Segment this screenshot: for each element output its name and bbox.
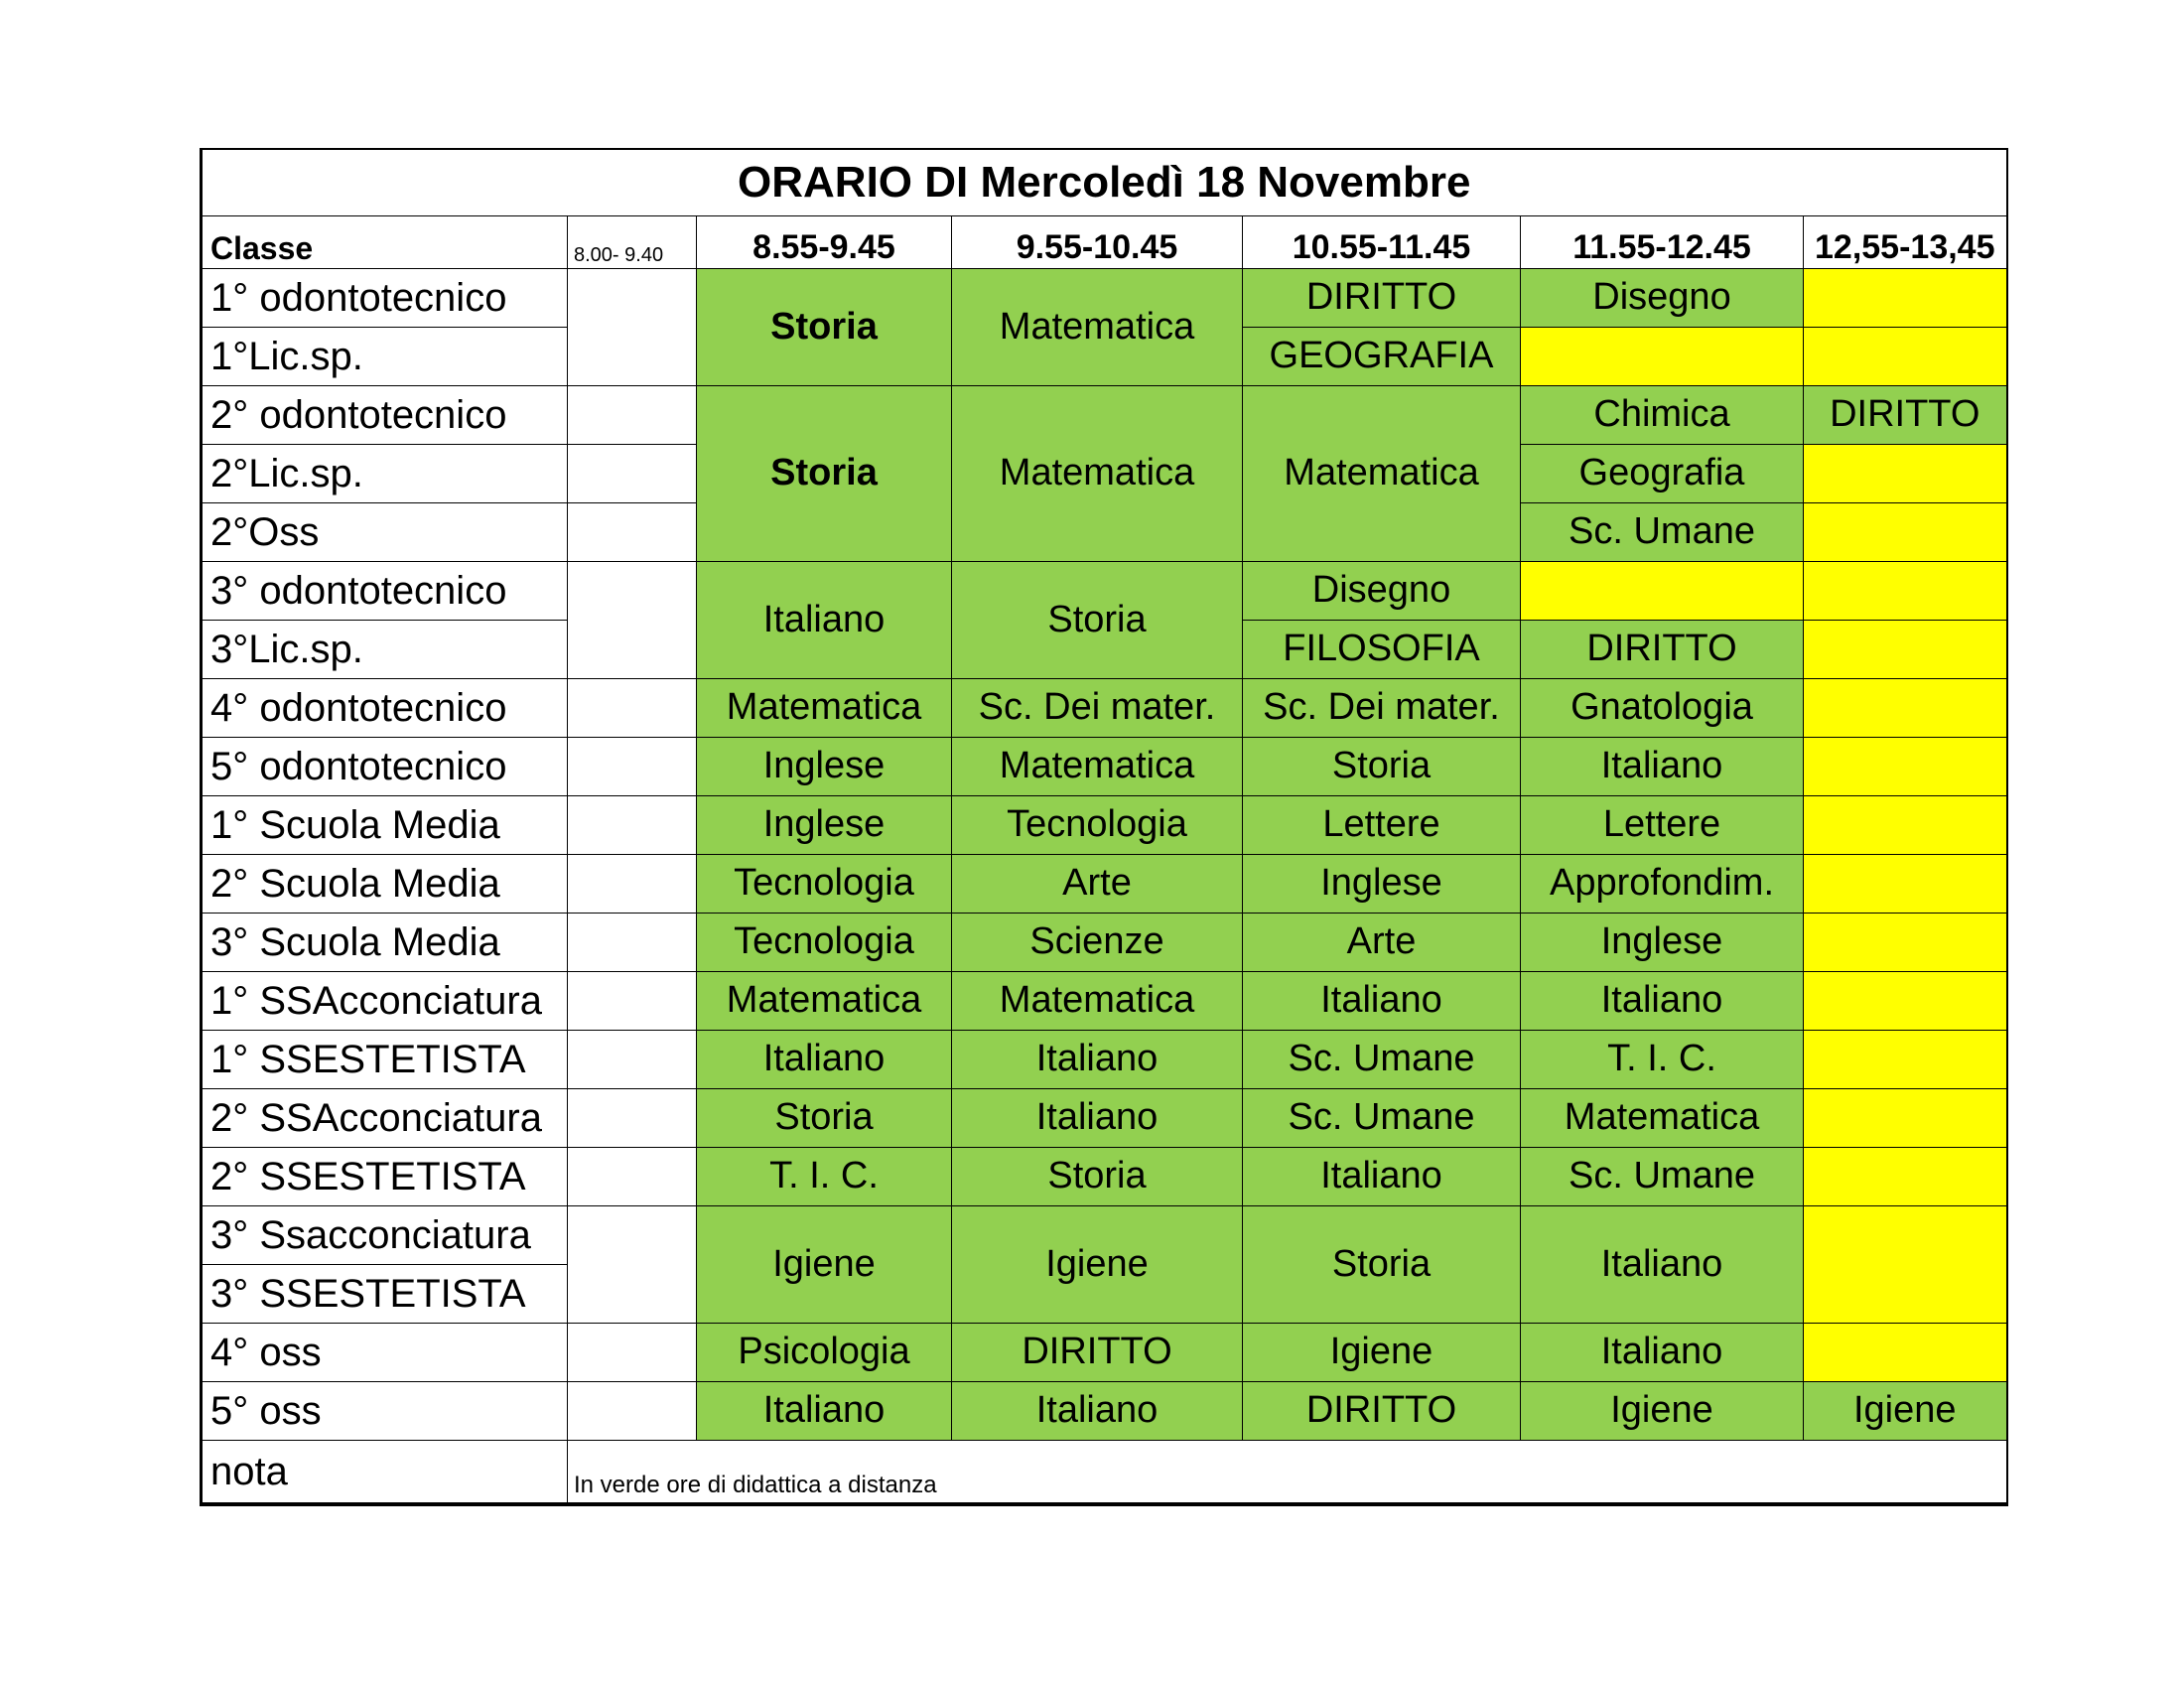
note-text: In verde ore di didattica a distanza [568, 1441, 2007, 1505]
header-slot-2: 9.55-10.45 [952, 216, 1243, 269]
lesson-cell: Geografia [1521, 445, 1804, 503]
lesson-cell: Storia [1243, 738, 1521, 796]
lesson-cell: Sc. Umane [1243, 1031, 1521, 1089]
class-name: 3°Lic.sp. [202, 621, 568, 679]
lesson-cell: Matematica [952, 738, 1243, 796]
table-row [202, 1089, 2007, 1148]
lesson-cell: Sc. Umane [1521, 503, 1804, 562]
extra-slot-cell [568, 562, 697, 679]
table-row [202, 1148, 2007, 1206]
extra-slot-cell [568, 855, 697, 914]
table-row [202, 972, 2007, 1031]
empty-cell [1804, 1206, 2007, 1324]
lesson-cell: Inglese [697, 738, 952, 796]
lesson-cell: Igiene [1521, 1382, 1804, 1441]
header-slot-5: 12,55-13,45 [1804, 216, 2007, 269]
lesson-cell: Italiano [1521, 738, 1804, 796]
empty-cell [1804, 855, 2007, 914]
class-name: 2°Oss [202, 503, 568, 562]
lesson-cell: Storia [697, 269, 952, 386]
empty-cell [1804, 562, 2007, 621]
extra-slot-cell [568, 679, 697, 738]
empty-cell [1804, 796, 2007, 855]
empty-cell [1804, 269, 2007, 328]
header-row [202, 216, 2007, 269]
table-row [202, 1031, 2007, 1089]
class-name: 1° odontotecnico [202, 269, 568, 328]
class-name: 5° odontotecnico [202, 738, 568, 796]
class-name: 2° Scuola Media [202, 855, 568, 914]
class-name: 2° SSAcconciatura [202, 1089, 568, 1148]
empty-cell [1804, 1031, 2007, 1089]
lesson-cell: T. I. C. [697, 1148, 952, 1206]
extra-slot-cell [568, 1382, 697, 1441]
lesson-cell: Approfondim. [1521, 855, 1804, 914]
empty-cell [1804, 914, 2007, 972]
class-name: 3° odontotecnico [202, 562, 568, 621]
class-name: 1°Lic.sp. [202, 328, 568, 386]
lesson-cell: Arte [952, 855, 1243, 914]
lesson-cell: DIRITTO [1804, 386, 2007, 445]
lesson-cell: Igiene [697, 1206, 952, 1324]
lesson-cell: Matematica [952, 386, 1243, 562]
class-name: 5° oss [202, 1382, 568, 1441]
empty-cell [1804, 738, 2007, 796]
class-name: 3° Ssacconciatura [202, 1206, 568, 1265]
extra-slot-cell [568, 1089, 697, 1148]
empty-cell [1804, 972, 2007, 1031]
empty-cell [1804, 1148, 2007, 1206]
class-name: 2° odontotecnico [202, 386, 568, 445]
class-name: 4° oss [202, 1324, 568, 1382]
schedule-table [200, 148, 2008, 1506]
table-row [202, 1206, 2007, 1265]
lesson-cell: DIRITTO [1521, 621, 1804, 679]
empty-cell [1804, 1324, 2007, 1382]
header-slot-3: 10.55-11.45 [1243, 216, 1521, 269]
empty-cell [1804, 445, 2007, 503]
lesson-cell: Tecnologia [952, 796, 1243, 855]
table-row [202, 386, 2007, 445]
lesson-cell: Storia [697, 1089, 952, 1148]
empty-cell [1804, 679, 2007, 738]
lesson-cell: Storia [697, 386, 952, 562]
table-row [202, 855, 2007, 914]
lesson-cell: Italiano [952, 1382, 1243, 1441]
lesson-cell: Matematica [1243, 386, 1521, 562]
lesson-cell: Storia [952, 562, 1243, 679]
lesson-cell: DIRITTO [1243, 1382, 1521, 1441]
empty-cell [1521, 562, 1804, 621]
lesson-cell: Sc. Dei mater. [952, 679, 1243, 738]
lesson-cell: Lettere [1243, 796, 1521, 855]
lesson-cell: Arte [1243, 914, 1521, 972]
extra-slot-cell [568, 1148, 697, 1206]
lesson-cell: Matematica [697, 679, 952, 738]
extra-slot-cell [568, 503, 697, 562]
class-name: 2° SSESTETISTA [202, 1148, 568, 1206]
lesson-cell: Matematica [1521, 1089, 1804, 1148]
lesson-cell: Italiano [1521, 972, 1804, 1031]
extra-slot-cell [568, 972, 697, 1031]
lesson-cell: FILOSOFIA [1243, 621, 1521, 679]
lesson-cell: Tecnologia [697, 855, 952, 914]
table-row [202, 1382, 2007, 1441]
lesson-cell: Italiano [1243, 972, 1521, 1031]
lesson-cell: Italiano [1521, 1324, 1804, 1382]
extra-slot-cell [568, 738, 697, 796]
lesson-cell: Sc. Umane [1243, 1089, 1521, 1148]
lesson-cell: Scienze [952, 914, 1243, 972]
lesson-cell: Italiano [697, 562, 952, 679]
lesson-cell: Matematica [952, 972, 1243, 1031]
lesson-cell: Psicologia [697, 1324, 952, 1382]
lesson-cell: Disegno [1521, 269, 1804, 328]
lesson-cell: Tecnologia [697, 914, 952, 972]
class-name: 2°Lic.sp. [202, 445, 568, 503]
lesson-cell: Storia [1243, 1206, 1521, 1324]
empty-cell [1804, 1089, 2007, 1148]
note-label: nota [202, 1441, 568, 1505]
table-row [202, 1324, 2007, 1382]
table-row [202, 738, 2007, 796]
lesson-cell: DIRITTO [1243, 269, 1521, 328]
header-slot-1: 8.55-9.45 [697, 216, 952, 269]
extra-slot-cell [568, 796, 697, 855]
lesson-cell: Igiene [952, 1206, 1243, 1324]
lesson-cell: Lettere [1521, 796, 1804, 855]
lesson-cell: Italiano [1243, 1148, 1521, 1206]
extra-slot-cell [568, 1206, 697, 1324]
lesson-cell: Sc. Dei mater. [1243, 679, 1521, 738]
lesson-cell: Storia [952, 1148, 1243, 1206]
header-extra-slot: 8.00- 9.40 [568, 216, 697, 269]
note-row [202, 1441, 2007, 1505]
table-row [202, 269, 2007, 328]
header-slot-4: 11.55-12.45 [1521, 216, 1804, 269]
class-name: 1° SSESTETISTA [202, 1031, 568, 1089]
lesson-cell: GEOGRAFIA [1243, 328, 1521, 386]
lesson-cell: Italiano [952, 1031, 1243, 1089]
lesson-cell: Italiano [697, 1382, 952, 1441]
class-name: 3° Scuola Media [202, 914, 568, 972]
extra-slot-cell [568, 1324, 697, 1382]
lesson-cell: Igiene [1804, 1382, 2007, 1441]
lesson-cell: Inglese [1243, 855, 1521, 914]
table-row [202, 679, 2007, 738]
lesson-cell: Chimica [1521, 386, 1804, 445]
lesson-cell: Italiano [952, 1089, 1243, 1148]
extra-slot-cell [568, 914, 697, 972]
lesson-cell: Disegno [1243, 562, 1521, 621]
extra-slot-cell [568, 445, 697, 503]
table-row [202, 796, 2007, 855]
lesson-cell: Italiano [697, 1031, 952, 1089]
empty-cell [1521, 328, 1804, 386]
class-name: 1° Scuola Media [202, 796, 568, 855]
class-name: 3° SSESTETISTA [202, 1265, 568, 1324]
extra-slot-cell [568, 1031, 697, 1089]
lesson-cell: Sc. Umane [1521, 1148, 1804, 1206]
lesson-cell: Italiano [1521, 1206, 1804, 1324]
extra-slot-cell [568, 269, 697, 386]
empty-cell [1804, 621, 2007, 679]
lesson-cell: Matematica [952, 269, 1243, 386]
lesson-cell: Inglese [697, 796, 952, 855]
title-row [202, 149, 2007, 216]
lesson-cell: Gnatologia [1521, 679, 1804, 738]
extra-slot-cell [568, 386, 697, 445]
lesson-cell: Matematica [697, 972, 952, 1031]
class-name: 1° SSAcconciatura [202, 972, 568, 1031]
empty-cell [1804, 503, 2007, 562]
lesson-cell: DIRITTO [952, 1324, 1243, 1382]
table-row [202, 914, 2007, 972]
header-classe: Classe [202, 216, 568, 269]
empty-cell [1804, 328, 2007, 386]
class-name: 4° odontotecnico [202, 679, 568, 738]
lesson-cell: Inglese [1521, 914, 1804, 972]
lesson-cell: Igiene [1243, 1324, 1521, 1382]
page-title: ORARIO DI Mercoledì 18 Novembre [202, 149, 2007, 216]
table-row [202, 562, 2007, 621]
lesson-cell: T. I. C. [1521, 1031, 1804, 1089]
